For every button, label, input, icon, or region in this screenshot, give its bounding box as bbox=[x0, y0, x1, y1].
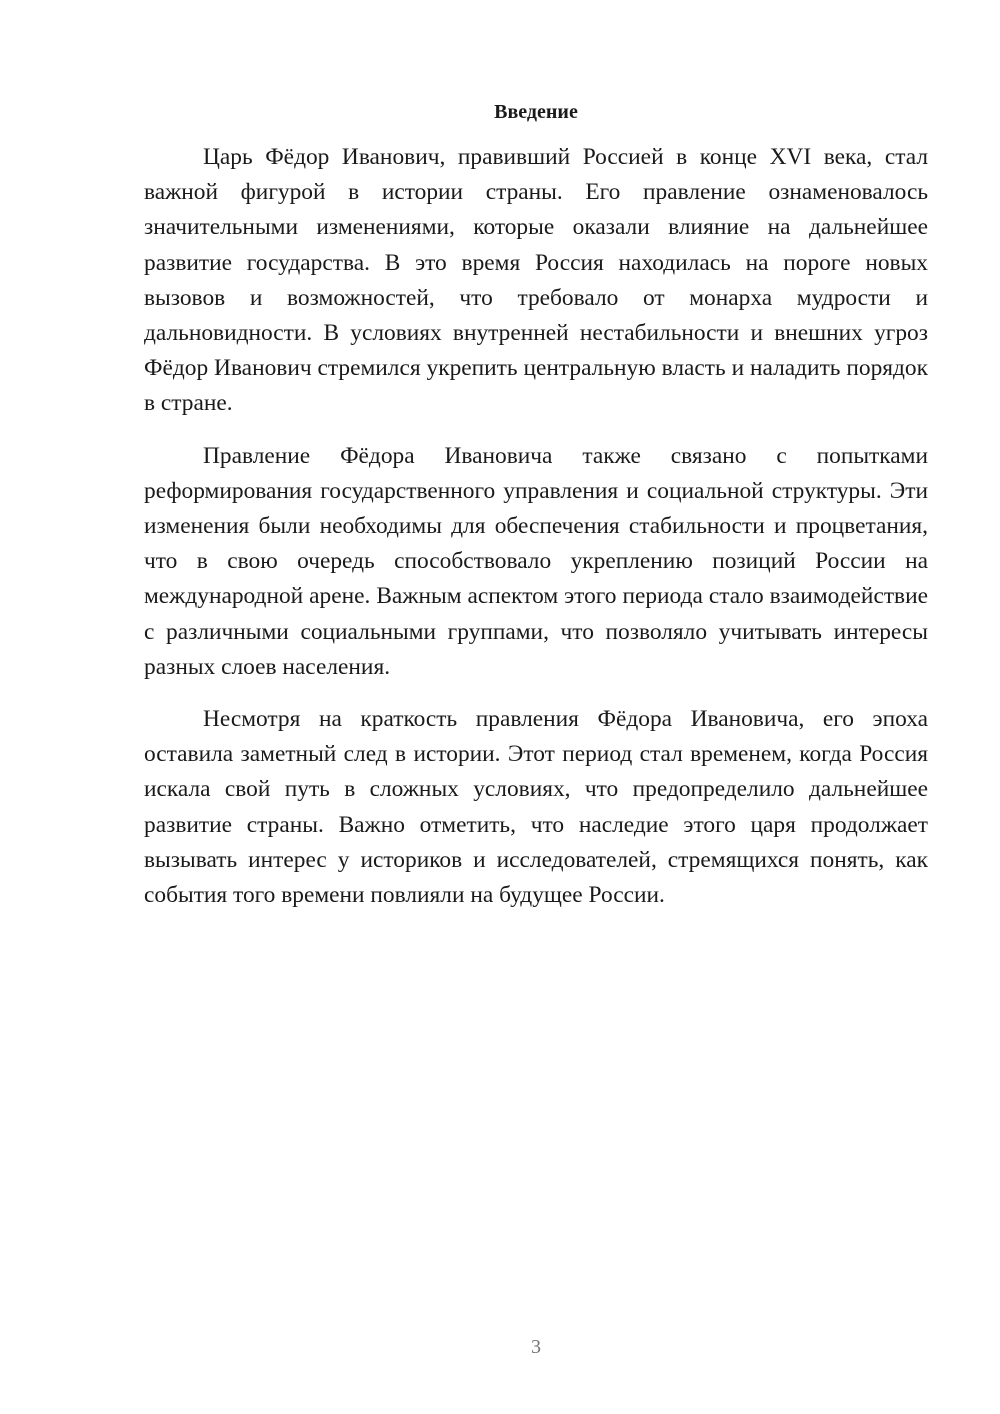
body-text bbox=[144, 140, 928, 930]
paragraph-1: Царь Фёдор Иванович, правивший Россией в конце XVI века, стал важной фигурой в истории страны. Его правление ознаменовалось значительными изменениями, которые оказали влияние на дальнейшее развитие государства. В это время Россия находилась на пороге новых вызовов и возможностей, что требовало от монарха мудрости и дальновидности. В условиях внутренней нестабильности и внешних угроз Фёдор Иванович стремился укрепить центральную власть и наладить порядок в стране. bbox=[144, 144, 928, 417]
paragraph-3: Несмотря на краткость правления Фёдора Ивановича, его эпоха оставила заметный след в истории. Этот период стал временем, когда Россия искала свой путь в сложных условиях, что предопределило дальнейшее развитие страны. Важно отметить, что наследие этого царя продолжает вызывать интерес у историков и исследователей, стремящихся понять, как события того времени повлияли на будущее России. bbox=[144, 706, 928, 909]
section-heading: Введение bbox=[494, 101, 578, 123]
paragraph-2: Правление Фёдора Ивановича также связано с попытками реформирования государственного управления и социальной структуры. Эти изменения были необходимы для обеспечения стабильности и процветания, что в свою очередь способствовало укреплению позиций России на международной арене. Важным аспектом этого периода стало взаимодействие с различными социальными группами, что позволяло учитывать интересы разных слоев населения. bbox=[144, 442, 928, 680]
page-number: 3 bbox=[531, 1336, 541, 1358]
